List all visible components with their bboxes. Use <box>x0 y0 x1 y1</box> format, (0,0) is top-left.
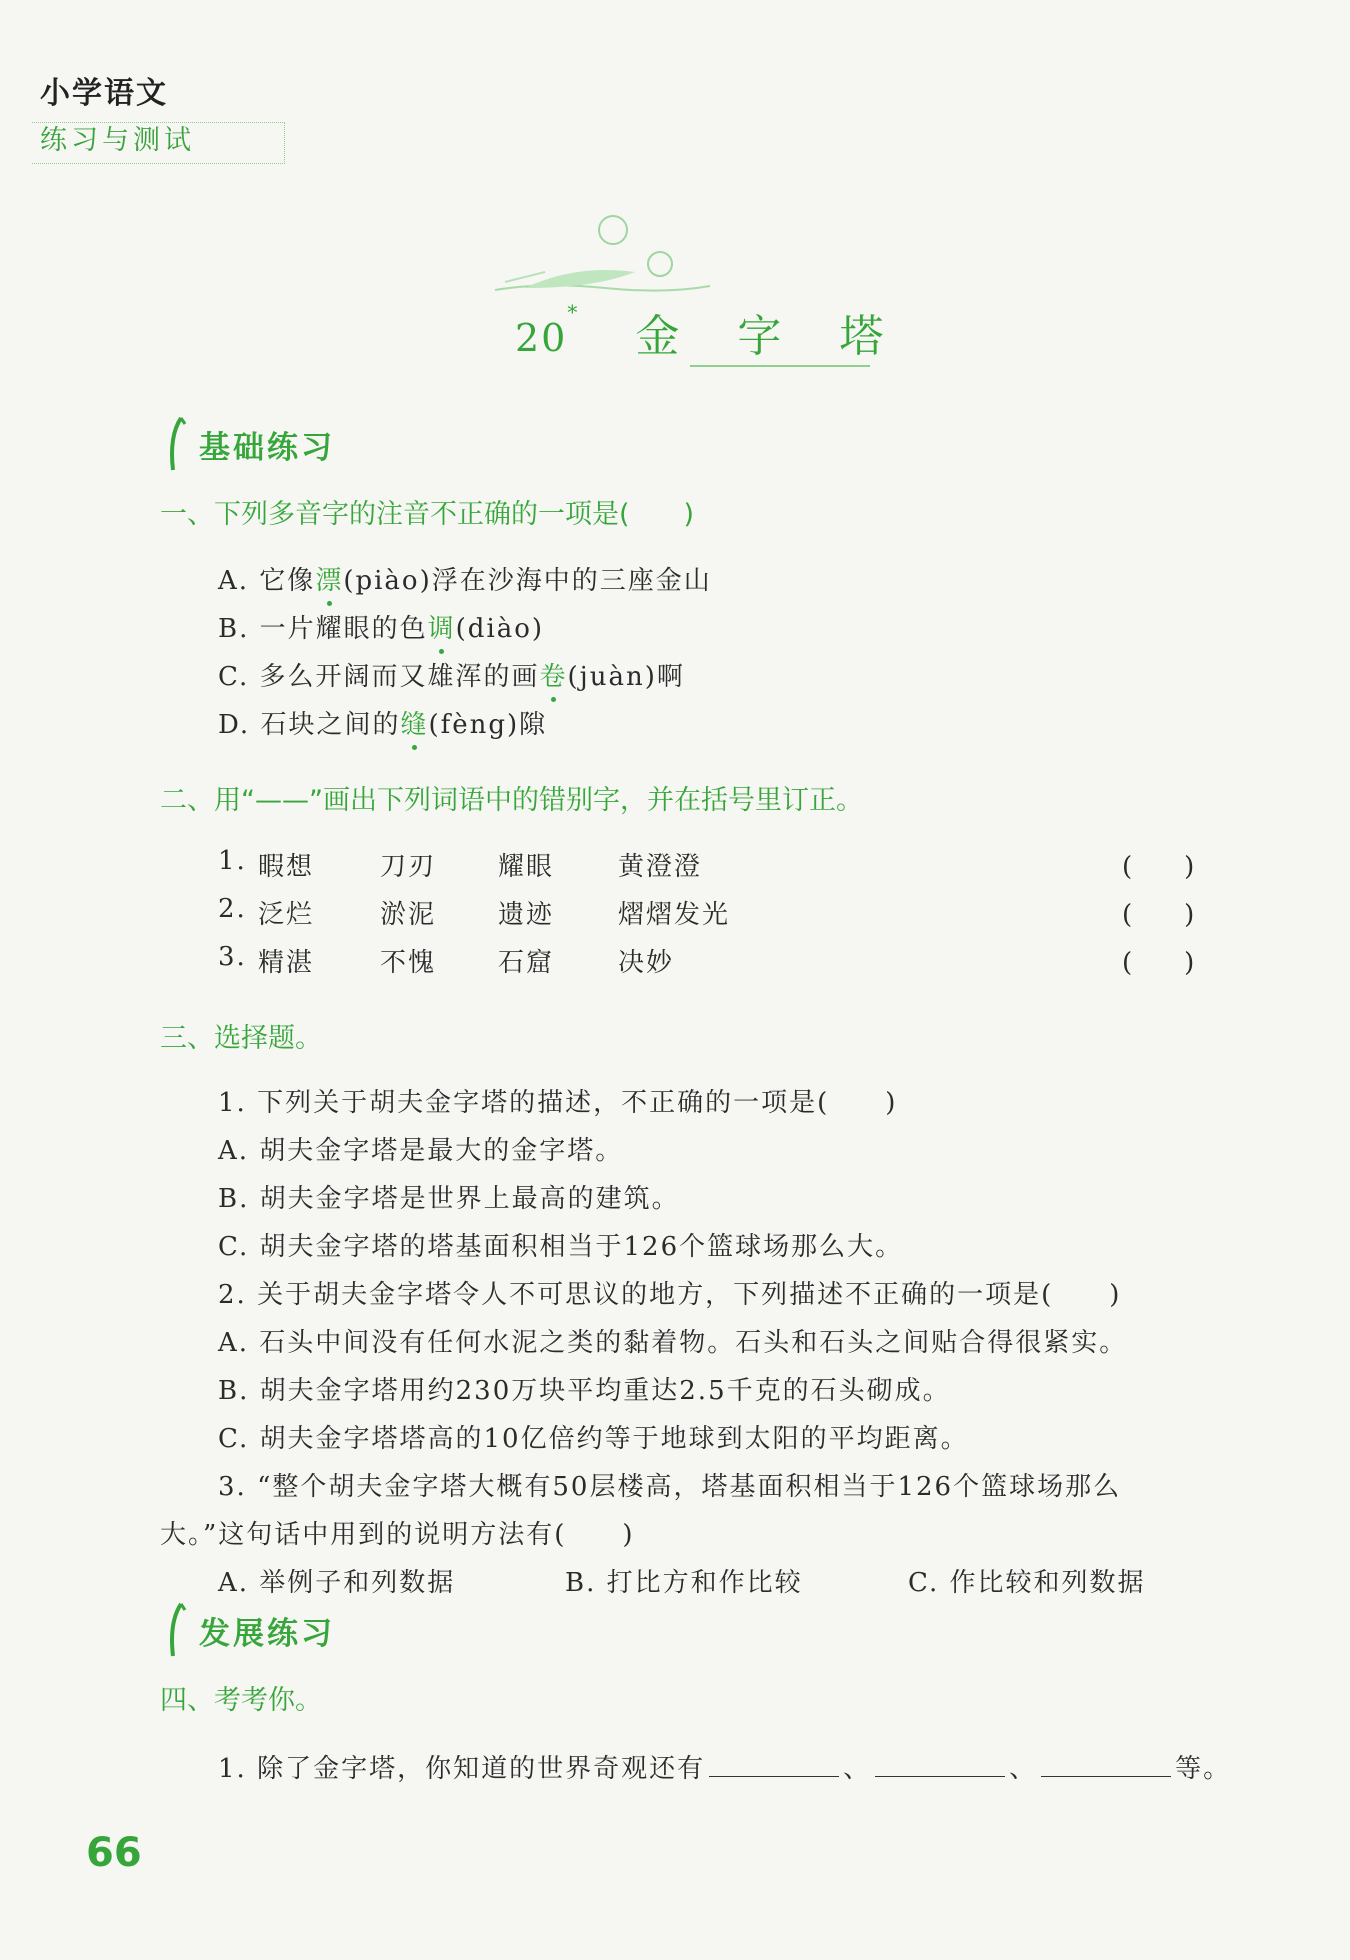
subject-title: 小学语文 <box>40 76 168 111</box>
leaf-icon <box>165 416 187 472</box>
q2-word: 决妙 <box>618 948 675 978</box>
q2-word: 淤泥 <box>380 900 437 930</box>
section-basic-label: 基础练习 <box>199 429 335 466</box>
q3-line: 3. “整个胡夫金字塔大概有50层楼高，塔基面积相当于126个篮球场那么 <box>218 1472 1122 1502</box>
title-underline <box>690 365 870 367</box>
question-2-title: 二、用“——”画出下列词语中的错别字，并在括号里订正。 <box>160 785 863 816</box>
q3-line: C. 胡夫金字塔的塔基面积相当于126个篮球场那么大。 <box>218 1232 904 1262</box>
q1-option-c: C. 多么开阔而又雄浑的画卷(juàn)啊 <box>218 662 685 692</box>
answer-blank-3[interactable] <box>1041 1752 1171 1777</box>
brand-box <box>32 122 285 164</box>
question-1-title: 一、下列多音字的注音不正确的一项是( ) <box>160 499 695 530</box>
q1-option-b: B. 一片耀眼的色调(diào) <box>218 614 545 644</box>
q2-word: 暇想 <box>258 852 315 882</box>
q2-word: 熠熠发光 <box>618 900 731 930</box>
q2-word: 精湛 <box>258 948 315 978</box>
q3-line: B. 胡夫金字塔是世界上最高的建筑。 <box>218 1184 680 1214</box>
q3-line: 2. 关于胡夫金字塔令人不可思议的地方，下列描述不正确的一项是( ) <box>218 1280 1122 1310</box>
lesson-title <box>515 300 885 364</box>
question-4-title: 四、考考你。 <box>160 1685 322 1716</box>
q2-word: 不愧 <box>380 948 437 978</box>
kids-illustration-icon <box>485 212 715 302</box>
q3-line: A. 石头中间没有任何水泥之类的黏着物。石头和石头之间贴合得很紧实。 <box>218 1328 1128 1358</box>
question-3-title: 三、选择题。 <box>160 1023 322 1054</box>
lesson-char-3: 塔 <box>839 311 886 362</box>
q3-line: C. 胡夫金字塔塔高的10亿倍约等于地球到太阳的平均距离。 <box>218 1424 969 1454</box>
q3-line-wrap: 大。”这句话中用到的说明方法有( ) <box>160 1520 635 1550</box>
q3-choice-b: B. 打比方和作比较 <box>565 1568 803 1598</box>
section-basic <box>165 416 335 472</box>
answer-paren[interactable]: ( ) <box>1122 948 1195 978</box>
q1-option-a: A. 它像漂(piào)浮在沙海中的三座金山 <box>218 566 712 596</box>
q2-word: 刀刃 <box>380 852 437 882</box>
page-number: 66 <box>86 1830 142 1876</box>
q2-word: 遗迹 <box>498 900 555 930</box>
answer-blank-2[interactable] <box>875 1752 1005 1777</box>
q3-choice-a: A. 举例子和列数据 <box>218 1568 456 1598</box>
q2-word: 泛烂 <box>258 900 315 930</box>
lesson-number: 20 <box>515 316 568 360</box>
q3-line: 1. 下列关于胡夫金字塔的描述，不正确的一项是( ) <box>218 1088 898 1118</box>
q1-option-d: D. 石块之间的缝(fèng)隙 <box>218 710 548 740</box>
q3-choice-c: C. 作比较和列数据 <box>908 1568 1146 1598</box>
answer-paren[interactable]: ( ) <box>1122 852 1195 882</box>
lesson-char-1: 金 <box>635 311 682 362</box>
section-develop <box>165 1602 335 1658</box>
section-develop-label: 发展练习 <box>199 1615 335 1652</box>
q4-line: 1. 除了金字塔，你知道的世界奇观还有 、 、 等。 <box>218 1754 1232 1784</box>
q2-word: 黄澄澄 <box>618 852 703 882</box>
q2-word: 石窟 <box>498 948 555 978</box>
answer-blank-1[interactable] <box>709 1752 839 1777</box>
q3-line: B. 胡夫金字塔用约230万块平均重达2.5千克的石头砌成。 <box>218 1376 951 1406</box>
leaf-icon <box>165 1602 187 1658</box>
brand-header <box>40 68 195 157</box>
q3-line: A. 胡夫金字塔是最大的金字塔。 <box>218 1136 624 1166</box>
book-title: 练习与测试 <box>40 125 195 156</box>
lesson-mark: * <box>567 300 580 324</box>
lesson-char-2: 字 <box>737 311 784 362</box>
q2-word: 耀眼 <box>498 852 555 882</box>
answer-paren[interactable]: ( ) <box>1122 900 1195 930</box>
